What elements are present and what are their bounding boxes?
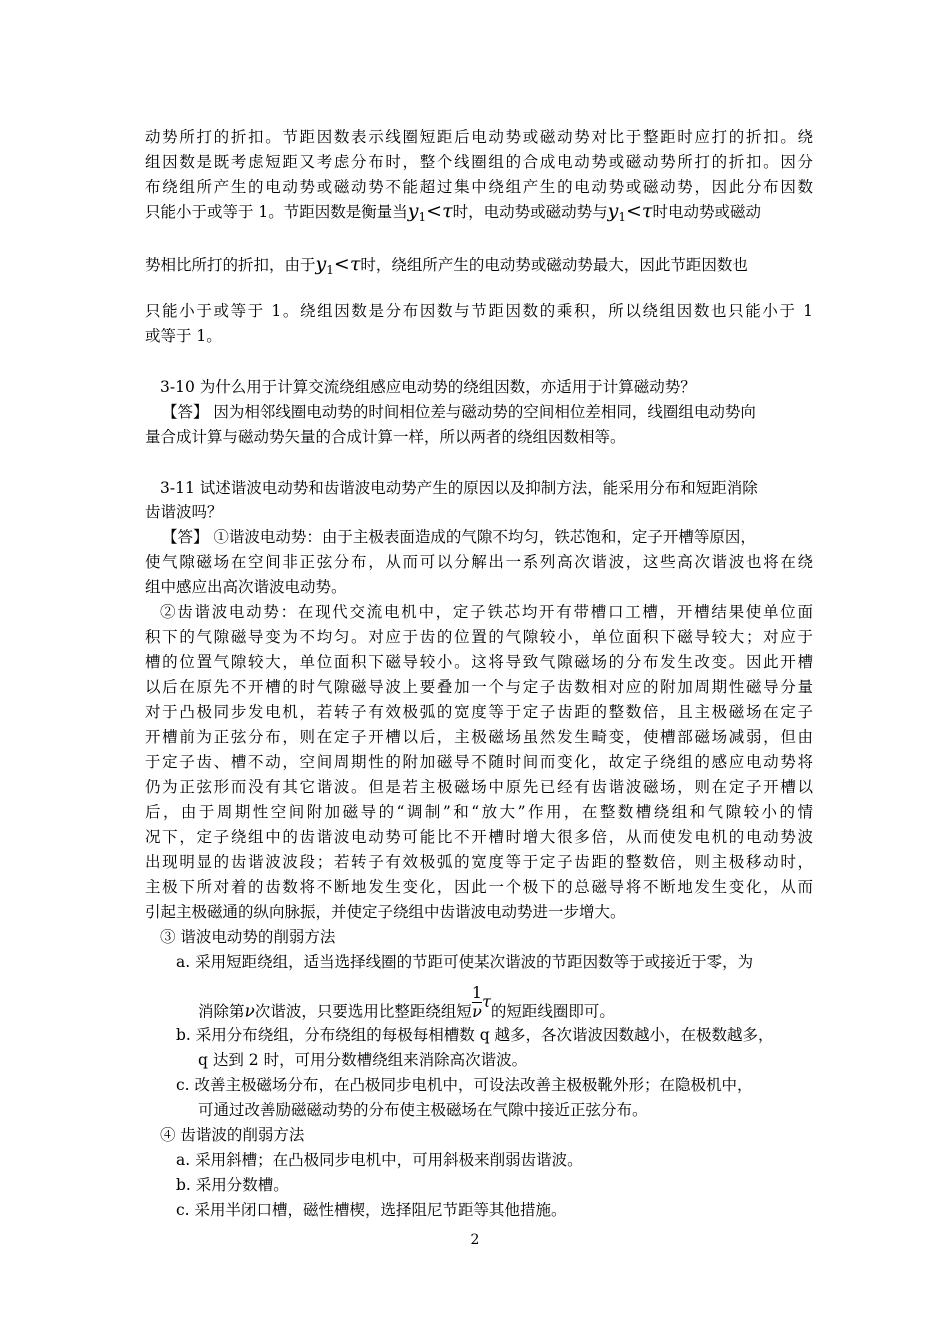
para-line: 动势所打的折扣。节距因数表示线圈短距后电动势或磁动势对比于整距时应打的折扣。绕 — [145, 128, 813, 146]
answer-3-10-line: 【答】 因为相邻线圈电动势的时间相位差与磁动势的空间相位差相同，线圈组电动势向 — [162, 403, 756, 421]
formula-y1-lt-tau: $y_1<\tau$ — [407, 200, 453, 224]
tooth-harmonic-line: ②齿谐波电动势：在现代交流电机中，定子铁芯均开有带槽口工槽，开槽结果使单位面 — [160, 603, 813, 621]
para-line: 布绕组所产生的电动势或磁动势不能超过集中绕组产生的电动势或磁动势，因此分布因数 — [145, 178, 813, 196]
answer-3-11-line: 【答】 ①谐波电动势：由于主极表面造成的气隙不均匀，铁芯饱和，定子开槽等原因， — [162, 528, 756, 546]
tooth-harmonic-line: 仍为正弦形而没有其它谐波。但是若主极磁场中原先已经有齿谐波磁场，则在定子开槽以 — [145, 778, 813, 796]
question-3-11-line: 齿谐波吗？ — [145, 503, 223, 521]
page-number: 2 — [470, 1232, 480, 1248]
text-run: 时，绕组所产生的电动势或磁动势最大，因此节距因数也 — [360, 256, 748, 274]
method-item-b: b. 采用分数槽。 — [176, 1176, 289, 1194]
tau-symbol: τ — [482, 991, 491, 1011]
text-run: 时，电动势或磁动势与 — [452, 203, 608, 221]
tooth-harmonic-line: 出现明显的齿谐波波段；若转子有效极弧的宽度等于定子齿距的整数倍，则主极移动时， — [145, 853, 813, 871]
tooth-harmonic-line: 引起主极磁通的纵向脉振，并使定子绕组中齿谐波电动势进一步增大。 — [145, 903, 626, 921]
para-line: 组因数是既考虑短距又考虑分布时，整个线圈组的合成电动势或磁动势所打的折扣。因分 — [145, 153, 813, 171]
method-item-b: b. 采用分布绕组，分布绕组的每极每相槽数 q 越多，各次谐波因数越小，在极数越多， — [176, 1026, 774, 1044]
formula-y1-lt-tau: $y_1<\tau$ — [315, 253, 361, 277]
tooth-harmonic-line: 槽的位置气隙较大，单位面积下磁导较小。这将导致气隙磁场的分布发生改变。因此开槽 — [145, 653, 813, 671]
text-run: 势相比所打的折扣，由于 — [145, 256, 316, 274]
tooth-harmonic-line: 开槽前为正弦分布，则在定子开槽以后，主极磁场虽然发生畸变，使槽部磁场减弱，但由 — [145, 728, 813, 746]
method-item-a: a. 采用短距绕组，适当选择线圈的节距可使某次谐波的节距因数等于或接近于零，为 — [176, 953, 754, 971]
question-3-10: 3-10 为什么用于计算交流绕组感应电动势的绕组因数，亦适用于计算磁动势？ — [160, 378, 696, 396]
method-item-a: a. 采用斜槽；在凸极同步电机中，可用斜极来削弱齿谐波。 — [176, 1151, 583, 1169]
tooth-harmonic-line: 于定子齿、槽不动，空间周期性的附加磁导不随时间而变化，故定子绕组的感应电动势将 — [145, 753, 813, 771]
para-line-with-formula — [145, 201, 813, 223]
text-run: 只能小于或等于 1。节距因数是衡量当 — [145, 203, 408, 221]
text-run: 的短距线圈即可。 — [490, 1002, 615, 1021]
tooth-harmonic-line: 积下的气隙磁导变为不均匀。对应于齿的位置的气隙较小，单位面积下磁导较大；对应于 — [145, 628, 813, 646]
tooth-harmonic-line: 主极下所对着的齿数将不断地发生变化，因此一个极下的总磁导将不断地发生变化，从而 — [145, 878, 813, 896]
tooth-harmonic-line: 以后在原先不开槽的时气隙磁导波上要叠加一个与定子齿数相对应的附加周期性磁导分量 — [145, 678, 813, 696]
method-heading: ④ 齿谐波的削弱方法 — [160, 1126, 305, 1144]
method-item-c-cont: 可通过改善励磁磁动势的分布使主极磁场在气隙中接近正弦分布。 — [198, 1101, 648, 1119]
question-3-11-line: 3-11 试述谐波电动势和齿谐波电动势产生的原因以及抑制方法，能采用分布和短距消除 — [160, 479, 758, 497]
tooth-harmonic-line: 对于凸极同步发电机，若转子有效极弧的宽度等于定子齿距的整数倍，且主极磁场在定子 — [145, 703, 813, 721]
formula-y1-lt-tau: $y_1<\tau$ — [607, 200, 653, 224]
answer-3-10-line: 量合成计算与磁动势矢量的合成计算一样，所以两者的绕组因数相等。 — [145, 428, 626, 446]
tooth-harmonic-line: 后，由于周期性空间附加磁导的“调制”和“放大”作用，在整数槽绕组和气隙较小的情 — [145, 803, 813, 821]
tooth-harmonic-line: 况下，定子绕组中的齿谐波电动势可能比不开槽时增大很多倍，从而使发电机的电动势波 — [145, 828, 813, 846]
nu-symbol: ν — [244, 1001, 255, 1022]
text-run: 时电动势或磁动 — [652, 203, 761, 221]
text-run: 消除第 — [198, 1002, 245, 1021]
answer-3-11-line: 组中感应出高次谐波电动势。 — [145, 578, 347, 596]
fraction-1-over-nu: $\frac{1}{\nu}$ — [471, 983, 483, 1021]
method-item-b-cont: q 达到 2 时，可用分数槽绕组来消除高次谐波。 — [198, 1051, 528, 1069]
method-heading: ③ 谐波电动势的削弱方法 — [160, 928, 336, 946]
method-item-c: c. 改善主极磁场分布，在凸极同步电机中，可设法改善主极极靴外形；在隐极机中， — [176, 1076, 753, 1094]
para-line: 或等于 1。 — [145, 327, 222, 345]
method-item-c: c. 采用半闭口槽，磁性槽楔，选择阻尼节距等其他措施。 — [176, 1201, 567, 1219]
answer-3-11-line: 使气隙磁场在空间非正弦分布，从而可以分解出一系列高次谐波，这些高次谐波也将在绕 — [145, 553, 813, 571]
para-line-with-formula — [145, 254, 813, 276]
text-run: 次谐波，只要选用比整距绕组短 — [254, 1002, 472, 1021]
para-line: 只能小于或等于 1。绕组因数是分布因数与节距因数的乘积，所以绕组因数也只能小于 1 — [145, 302, 813, 320]
